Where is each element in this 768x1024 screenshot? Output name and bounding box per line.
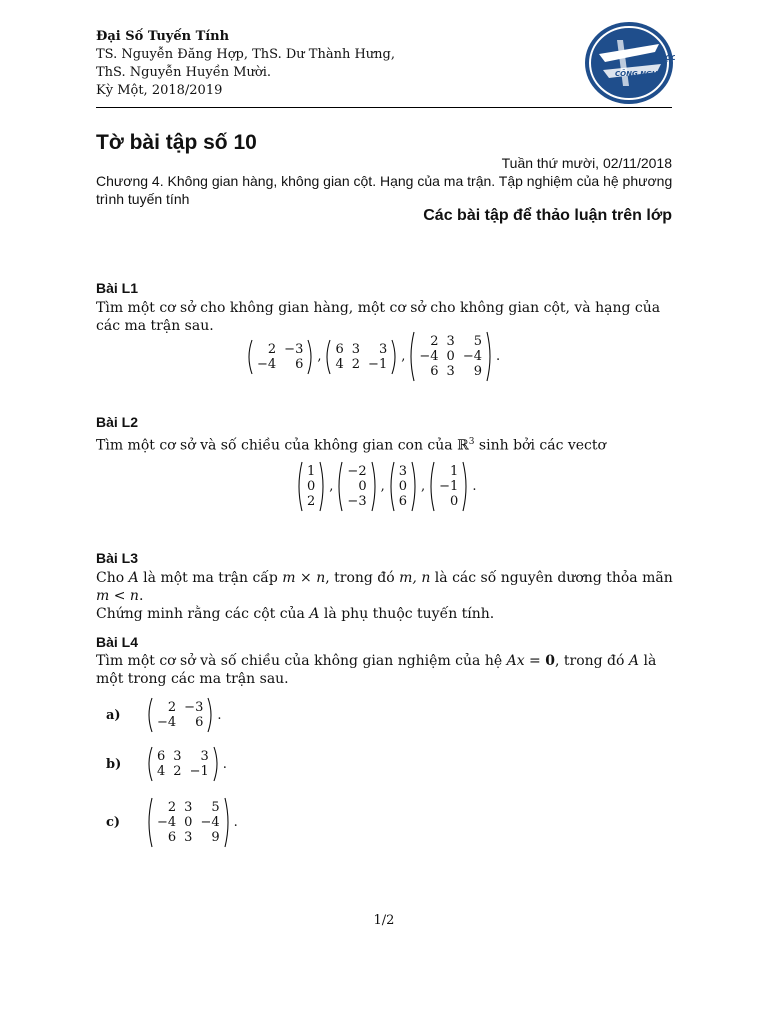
matrix-cell: −2 [347,464,367,479]
matrix-cell: 5 [473,334,482,349]
matrix-cell: 2 [167,700,177,715]
matrix-cell: −3 [284,341,304,357]
matrix-cell: 3 [184,800,193,815]
matrix-cell: 5 [211,800,220,815]
problem-L4-item-a: a) 2 −3 −4 6 . [106,697,224,733]
matrix-cell: 3 [398,464,408,479]
matrix-cell: 2 [167,800,177,815]
course-header [96,28,395,100]
left-paren [324,339,331,375]
matrix-cell: 0 [446,349,455,364]
matrix-cell: 2 [267,341,277,357]
page-number: 1/2 [373,913,395,928]
right-paren [371,461,378,512]
right-paren [462,461,469,512]
matrix-cell: 3 [446,364,455,379]
right-paren [411,461,418,512]
matrix-cell: 3 [378,341,388,357]
right-paren [307,339,314,375]
left-paren [336,461,343,512]
matrix [408,331,493,382]
matrix-cell: −4 [419,349,439,364]
matrix-grid [343,464,370,509]
logo-text-2: CÔNG NGHỆ [615,70,663,78]
left-paren [146,746,153,782]
matrix-cell: 0 [450,494,459,509]
left-paren [146,697,153,733]
item-label: a) [106,707,121,723]
sheet-title: Tờ bài tập số 10 [96,131,257,154]
problem-L4-item-b: b) 6 3 3 4 2 −1 . [106,746,230,782]
problem-L4-item-c: c) 2 3 5 −4 0 −4 6 3 9 . [106,797,241,848]
matrix-grid [253,342,307,372]
item-label: b) [106,756,122,772]
item-label: c) [106,815,121,830]
matrix-cell: 0 [358,479,367,494]
university-logo [583,20,675,106]
authors-line-1: TS. Nguyễn Đăng Hợp, ThS. Dư Thành Hưng, [96,47,395,62]
matrix-cell: 6 [195,715,204,730]
matrix-cell: 3 [200,749,209,764]
matrix [146,697,214,733]
matrix-cell: −4 [157,715,177,730]
right-paren [391,339,398,375]
left-paren [246,339,253,375]
left-paren [296,461,303,512]
matrix-grid [415,334,486,379]
matrix-cell: 9 [473,364,482,379]
matrix-grid [153,800,224,845]
matrix-grid [153,700,207,730]
matrix-cell: −1 [189,764,209,779]
matrix-cell: 0 [398,479,408,494]
right-paren [319,461,326,512]
matrix [246,339,314,375]
problem-L2-vectors: 1 0 2 , −2 0 −3 , 3 0 6 , 1 −1 0 . [296,461,479,512]
problem-L4-text: Tìm một cơ sở và số chiều của không gian nghiệm của hệ Ax = 0, trong đó A là một trong các ma trận sau. [96,653,657,687]
problem-L1-text: Tìm một cơ sở cho không gian hàng, một cơ sở cho không gian cột, và hạng của các ma trận sau. [96,300,661,334]
right-paren [486,331,493,382]
matrix-cell: 2 [351,356,361,372]
problem-L1-matrices: 2 −3 −4 6 , 6 3 3 4 2 −1 , 2 3 5 −4 0 −4 6 3 9 . [246,331,503,382]
left-paren [388,461,395,512]
matrix-cell: −4 [157,815,177,830]
date-line: Tuần thứ mười, 02/11/2018 [501,155,672,171]
course-title: Đại Số Tuyến Tính [96,29,230,44]
matrix-cell: −1 [439,479,459,494]
matrix-cell: 0 [307,479,316,494]
matrix-grid [153,749,213,779]
matrix-cell: −4 [462,349,482,364]
matrix-cell: 4 [335,356,344,372]
logo-text-1: ĐẠI HỌC [643,54,675,62]
problem-L3-text: Cho A là một ma trận cấp m × n, trong đó m, n là các số nguyên dương thỏa mãn m < n. Chứng minh rằng các cột của A là phụ thuộc tuyến tính. [96,570,673,622]
matrix-cell: −4 [200,815,220,830]
vector [428,461,469,512]
matrix-cell: 6 [335,341,344,357]
matrix-cell: 3 [184,830,193,845]
vector [296,461,326,512]
matrix-grid [303,464,319,509]
matrix-grid [395,464,411,509]
matrix-cell: −3 [347,494,367,509]
matrix-cell: 3 [446,334,455,349]
real-space-symbol: ℝ [457,437,469,454]
matrix-cell: −4 [257,356,277,372]
matrix-cell: 6 [430,364,439,379]
problem-L1-title: Bài L1 [96,280,139,296]
problem-L2-text: Tìm một cơ sở và số chiều của không gian con của ℝ$^3$ sinh bởi các vectơ [96,437,606,454]
matrix-cell: −3 [184,700,204,715]
matrix-cell: 3 [173,749,182,764]
right-paren [213,746,220,782]
matrix-cell: 6 [167,830,177,845]
matrix [146,797,231,848]
matrix-cell: 9 [211,830,220,845]
matrix-cell: 2 [307,494,316,509]
vector [336,461,377,512]
matrix-cell: 4 [157,764,166,779]
problem-L3-title: Bài L3 [96,550,139,566]
term-line: Kỳ Một, 2018/2019 [96,83,223,98]
problem-L2-title: Bài L2 [96,414,139,430]
problem-L4-title: Bài L4 [96,634,139,650]
matrix-cell: 6 [398,494,408,509]
left-paren [408,331,415,382]
matrix-cell: 6 [295,356,304,372]
matrix-grid [435,464,462,509]
discussion-heading: Các bài tập để thảo luận trên lớp [423,207,672,224]
matrix-cell: 2 [430,334,439,349]
right-paren [224,797,231,848]
left-paren [146,797,153,848]
matrix-cell: 6 [157,749,166,764]
header-rule [96,107,672,108]
matrix-cell: −1 [368,356,388,372]
matrix [146,746,220,782]
matrix-cell: 3 [351,341,361,357]
matrix-cell: 1 [307,464,316,479]
matrix [324,339,398,375]
vector [388,461,418,512]
left-paren [428,461,435,512]
authors-line-2: ThS. Nguyễn Huyền Mười. [96,65,272,80]
matrix-cell: 2 [173,764,182,779]
matrix-cell: 1 [450,464,459,479]
matrix-cell: 0 [184,815,193,830]
chapter-line: Chương 4. Không gian hàng, không gian cột. Hạng của ma trận. Tập nghiệm của hệ phương trình tuyến tính [96,173,673,207]
matrix-grid [331,342,391,372]
right-paren [207,697,214,733]
